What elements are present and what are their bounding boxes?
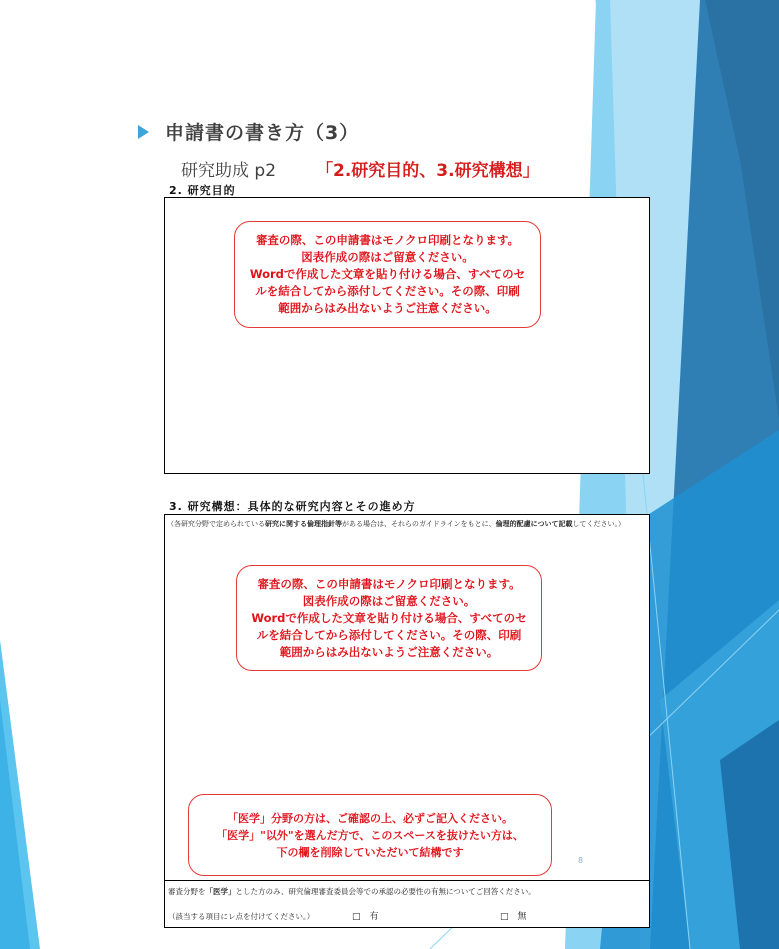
medical-question: 審査分野を「医学」とした方のみ、研究倫理審査委員会等での承認の必要性の有無についてご回答ください。	[168, 887, 536, 896]
notice-line: 審査の際、この申請書はモノクロ印刷となります。	[255, 233, 520, 247]
ethics-note: （各研究分野で定められている研究に関する倫理指針等がある場合は、それらのガイドラインをもとに、倫理的配慮について記載してください。）	[167, 520, 625, 528]
notice-line: ルを結合してから添付してください。その際、印刷	[255, 284, 520, 298]
notice-line: 範囲からはみ出ないようご注意ください。	[278, 301, 497, 315]
triangle-bullet-icon	[138, 125, 149, 139]
medical-notice-line: 「医学」"以外"を選んだ方で、このスペースを抜けたい方は、	[216, 828, 524, 842]
option-no-checkbox[interactable]: □ 無	[500, 912, 527, 922]
notice-line: 図表作成の際はご留意ください。	[301, 250, 474, 264]
section1-title: 2. 研究目的	[169, 184, 236, 197]
notice-line: ルを結合してから添付してください。その際、印刷	[256, 627, 522, 642]
notice-line: Wordで作成した文章を貼り付ける場合、すべてのセ	[251, 610, 527, 625]
subheading-label: 研究助成 p2	[181, 161, 277, 181]
notice-line: 範囲からはみ出ないようご注意ください。	[279, 644, 499, 659]
section1-notice	[234, 221, 541, 328]
medical-notice-line: 「医学」分野の方は、ご確認の上、必ずご記入ください。	[227, 811, 513, 825]
notice-line: Wordで作成した文章を貼り付ける場合、すべてのセ	[249, 267, 526, 281]
bottom-separator	[165, 880, 649, 881]
medical-notice	[188, 794, 552, 876]
slide-heading	[138, 118, 359, 145]
medical-notice-line: 下の欄を削除していただいて結構です	[276, 845, 464, 859]
slide-heading-text: 申請書の書き方（3）	[165, 122, 360, 144]
section2-notice	[236, 565, 542, 671]
subheading-highlight: 「2.研究目的、3.研究構想」	[316, 161, 540, 181]
checkbox-instruction: （該当する項目にレ点を付けてください。）	[168, 912, 315, 921]
notice-line: 図表作成の際はご留意ください。	[302, 593, 476, 608]
slide-subheading	[181, 156, 540, 181]
page-number: 8	[578, 856, 584, 865]
section2-title: 3. 研究構想：具体的な研究内容とその進め方	[169, 500, 416, 513]
option-yes-checkbox[interactable]: □ 有	[352, 912, 379, 922]
notice-line: 審査の際、この申請書はモノクロ印刷となります。	[257, 576, 521, 591]
